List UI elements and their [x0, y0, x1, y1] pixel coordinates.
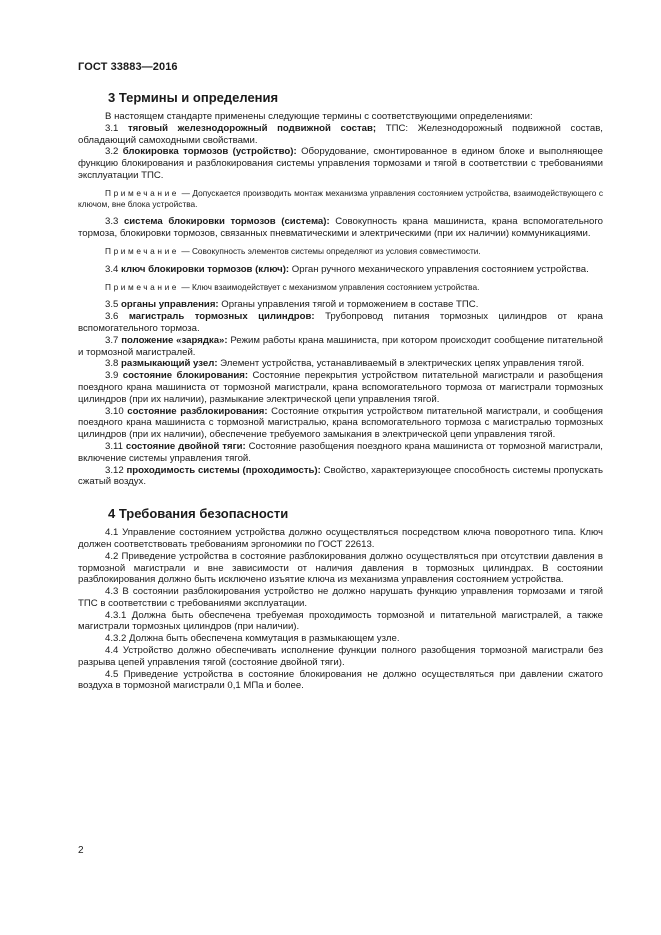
- clause-4-4: 4.4 Устройство должно обеспечивать исполнение функции полного разобщения тормозной магистрали без разрыва цепей управления тягой (состояние двойной тяги).: [78, 645, 603, 668]
- term-3-1: 3.1 тяговый железнодорожный подвижной состав; ТПС: Железнодорожный подвижной состав, обладающий самоходными свойствами.: [78, 122, 603, 146]
- term-3-6: 3.6 магистраль тормозных цилиндров: Трубопровод питания тормозных цилиндров от крана вспомогательного тормоза.: [78, 311, 603, 334]
- standard-header: ГОСТ 33883—2016: [78, 61, 178, 73]
- page-content: [78, 90, 603, 692]
- clause-4-3-1: 4.3.1 Должна быть обеспечена требуемая проходимость тормозной и питательной магистралей, а также магистрали тормозных цилиндров (при наличии).: [78, 609, 603, 633]
- term-3-9: 3.9 состояние блокирования: Состояние перекрытия устройством питательной магистрали и разобщения поездного крана машиниста от тормозной магистрали, крана вспомогательного тормоза от магистрали тормозных цилиндров (при их наличии), размыкание электрической цепи управления тягой.: [78, 370, 603, 405]
- term-3-5: 3.5 органы управления: Органы управления тягой и торможением в составе ТПС.: [105, 299, 479, 311]
- section-4-heading: 4 Требования безопасности: [108, 506, 289, 522]
- clause-4-3: 4.3 В состоянии разблокирования устройство не должно нарушать функцию управления тормозами и тягой ТПС в соответствии с требованиями эксплуатации.: [78, 586, 603, 609]
- section-3-heading: 3 Термины и определения: [108, 90, 279, 105]
- clause-4-5: 4.5 Приведение устройства в состояние блокирования не должно осуществляться при давлении сжатого воздуха в тормозной магистрали 0,1 МПа и более.: [78, 668, 603, 692]
- term-3-3: 3.3 система блокировки тормозов (система): Совокупность крана машиниста, крана вспомогательного тормоза, блокировки тормозов, связанных пневматическими и электрическими (при их наличии) коммуникациями.: [78, 216, 603, 240]
- clause-4-2: 4.2 Приведение устройства в состояние разблокирования должно осуществляться при отсутствии давления в тормозной магистрали и вне зависимости от наличия давления в тормозных цилиндрах. В состоянии разблокирования должно быть исключено изъятие ключа из механизма управления состоянием устройства.: [78, 550, 603, 586]
- term-3-12: 3.12 проходимость системы (проходимость): Свойство, характеризующее способность системы пропускать сжатый воздух.: [78, 464, 603, 488]
- section-3-intro: В настоящем стандарте применены следующие термины с соответствующими определениями:: [105, 111, 533, 122]
- term-3-7: 3.7 положение «зарядка»: Режим работы крана машиниста, при котором происходит сообщение питательной и тормозной магистралей.: [78, 334, 603, 358]
- term-3-2: 3.2 блокировка тормозов (устройство): Оборудование, смонтированное в едином блоке и выполняющее функцию блокирования и разблокирования системы управления тормозами и тягой в соответствии с требованиями эксплуатации ТПС.: [78, 146, 603, 181]
- note-1: Примечание — Допускается производить монтаж механизма управления состоянием устройства, взаимодействующего с ключом, вне блока устройства.: [78, 187, 603, 209]
- term-3-10: 3.10 состояние разблокирования: Состояние открытия устройством питательной магистрали, и сообщения поездного крана машиниста с тормозной магистралью, крана вспомогательного тормоза с магистралью тормозных цилиндров (при их наличии), обеспечение требуемого замыкания в электрической цепи управления тягой.: [78, 405, 603, 441]
- term-3-4: 3.4 ключ блокировки тормозов (ключ): Орган ручного механического управления состоянием устройства.: [105, 263, 589, 275]
- note-2: Примечание — Совокупность элементов системы определяют из условия совместимости.: [105, 245, 481, 256]
- clause-4-3-2: 4.3.2 Должна быть обеспечена коммутация в размыкающем узле.: [105, 633, 400, 645]
- note-3: Примечание — Ключ взаимодействует с механизмом управления состоянием устройства.: [105, 281, 480, 292]
- term-3-8: 3.8 размыкающий узел: Элемент устройства, устанавливаемый в электрических цепях управления тягой.: [105, 358, 585, 370]
- page-number: 2: [78, 845, 84, 856]
- term-3-11: 3.11 состояние двойной тяги: Состояние разобщения поездного крана машиниста от тормозной магистрали, включение системы управления тягой.: [78, 440, 603, 464]
- clause-4-1: 4.1 Управление состоянием устройства должно осуществляться посредством ключа поворотного типа. Ключ должен соответствовать требованиям эргономики по ГОСТ 22613.: [78, 527, 603, 550]
